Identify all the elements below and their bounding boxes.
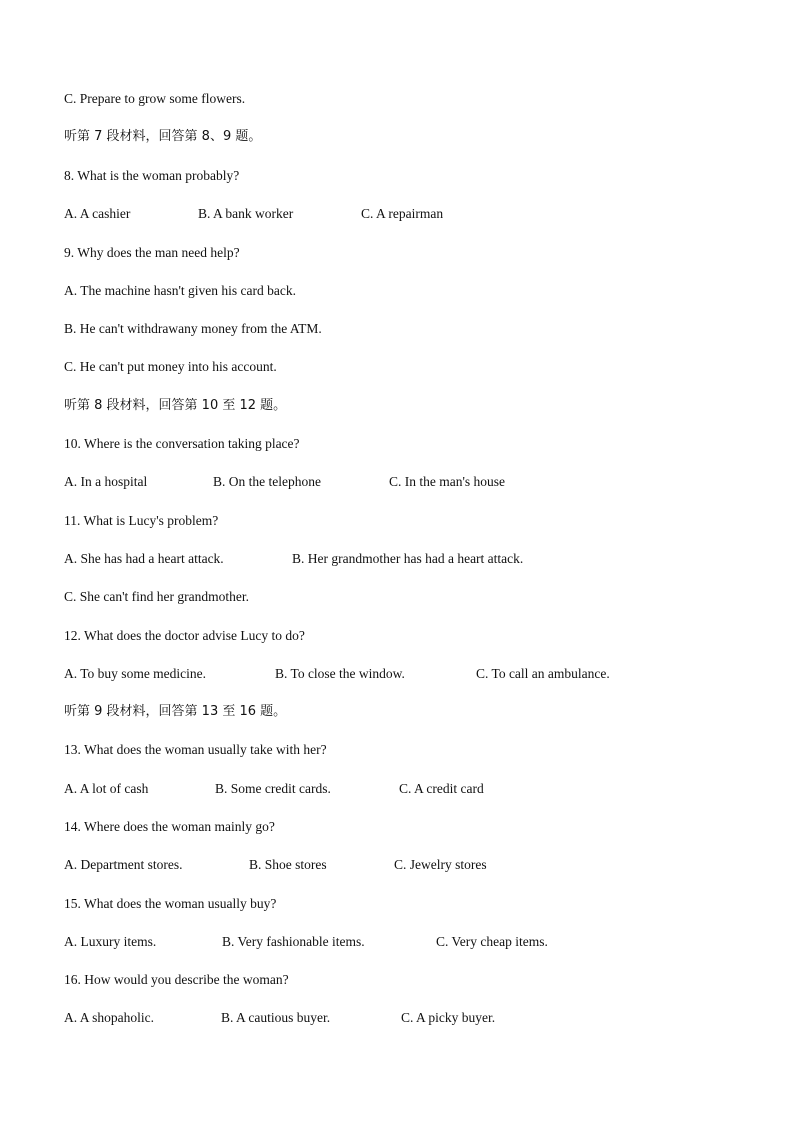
q9-option-a: A. The machine hasn't given his card back. <box>64 283 296 298</box>
q10-question: 10. Where is the conversation taking place? <box>64 436 300 451</box>
q12-option-b: B. To close the window. <box>275 666 405 681</box>
q15-option-c: C. Very cheap items. <box>436 934 548 949</box>
q14-options <box>64 856 764 874</box>
q13-option-a: A. A lot of cash <box>64 781 149 796</box>
q7-option-c: C. Prepare to grow some flowers. <box>64 91 246 106</box>
q8-option-c: C. A repairman <box>361 206 444 221</box>
q13-option-b: B. Some credit cards. <box>215 781 331 796</box>
q8-question: 8. What is the woman probably? <box>64 168 240 183</box>
q16-question: 16. How would you describe the woman? <box>64 972 289 987</box>
q10-option-c: C. In the man's house <box>389 474 506 489</box>
q15-option-b: B. Very fashionable items. <box>222 934 365 949</box>
q16-options <box>64 1009 764 1027</box>
q10-option-b: B. On the telephone <box>213 474 321 489</box>
q16-option-c: C. A picky buyer. <box>401 1010 496 1025</box>
q14-option-c: C. Jewelry stores <box>394 857 487 872</box>
q14-option-b: B. Shoe stores <box>249 857 327 872</box>
q8-options <box>64 205 764 223</box>
q15-option-a: A. Luxury items. <box>64 934 157 949</box>
q15-options <box>64 933 764 951</box>
q14-option-a: A. Department stores. <box>64 857 183 872</box>
section-9-header: 听第 9 段材料，回答第 13 至 16 题。 <box>64 704 287 719</box>
q12-question: 12. What does the doctor advise Lucy to do? <box>64 628 305 643</box>
q16-option-a: A. A shopaholic. <box>64 1010 154 1025</box>
q13-question: 13. What does the woman usually take with her? <box>64 742 327 757</box>
q12-option-c: C. To call an ambulance. <box>476 666 610 681</box>
q11-option-a: A. She has had a heart attack. <box>64 551 224 566</box>
q9-option-c: C. He can't put money into his account. <box>64 359 277 374</box>
q9-question: 9. Why does the man need help? <box>64 245 240 260</box>
q10-option-a: A. In a hospital <box>64 474 148 489</box>
q15-question: 15. What does the woman usually buy? <box>64 896 277 911</box>
q11-question: 11. What is Lucy's problem? <box>64 513 219 528</box>
section-7-header: 听第 7 段材料，回答第 8、9 题。 <box>64 129 262 144</box>
q11-option-b: B. Her grandmother has had a heart attack. <box>292 551 524 566</box>
q8-option-a: A. A cashier <box>64 206 131 221</box>
q13-options <box>64 780 764 798</box>
q16-option-b: B. A cautious buyer. <box>221 1010 331 1025</box>
q9-option-b: B. He can't withdrawany money from the ATM. <box>64 321 322 336</box>
q14-question: 14. Where does the woman mainly go? <box>64 819 275 834</box>
q12-options <box>64 665 764 683</box>
q11-options-ab <box>64 550 764 568</box>
section-8-header: 听第 8 段材料，回答第 10 至 12 题。 <box>64 398 287 413</box>
q8-option-b: B. A bank worker <box>198 206 294 221</box>
q13-option-c: C. A credit card <box>399 781 484 796</box>
q12-option-a: A. To buy some medicine. <box>64 666 207 681</box>
q11-option-c: C. She can't find her grandmother. <box>64 589 250 604</box>
q10-options <box>64 473 764 491</box>
